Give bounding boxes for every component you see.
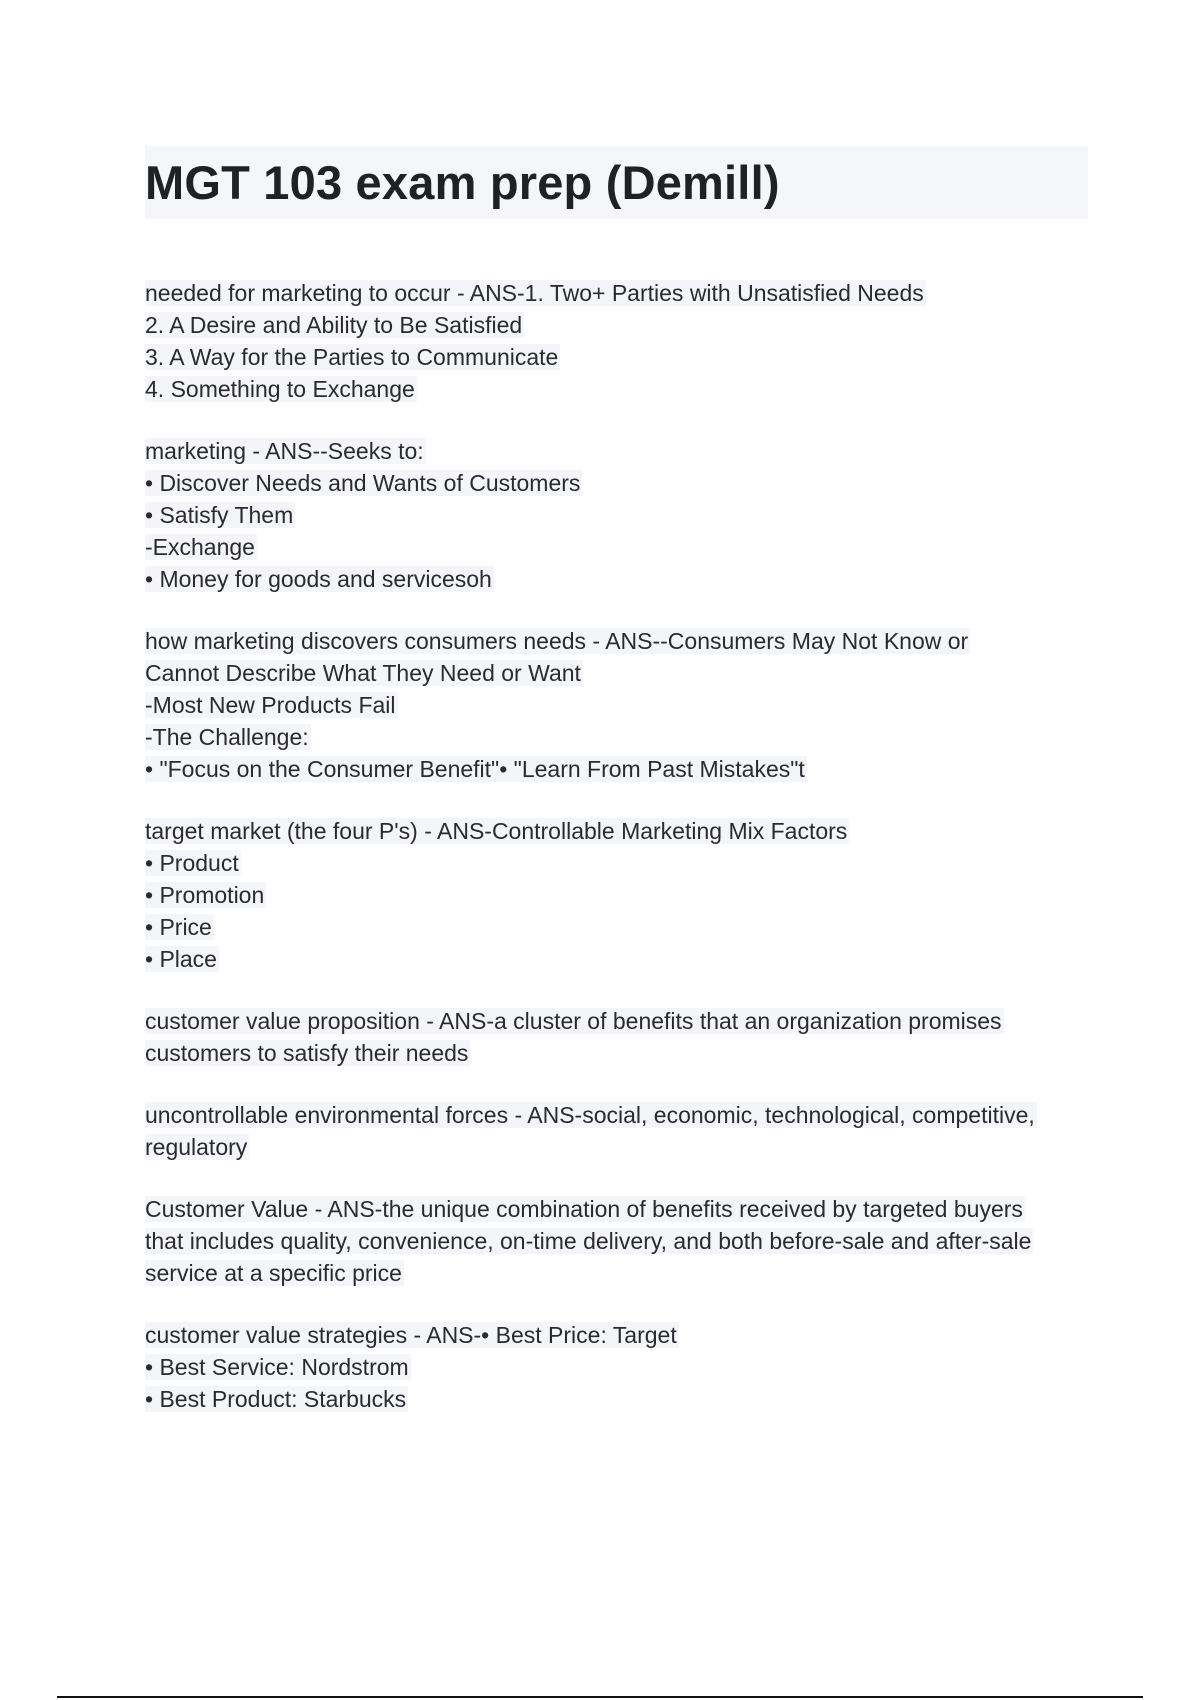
entry-line: that includes quality, convenience, on-time delivery, and both before-sale and after-sale [145,1228,1032,1254]
flashcard-entry [145,625,1105,785]
entry-line: customer value strategies - ANS-• Best Price: Target [145,1322,677,1348]
flashcard-list [145,277,1105,1445]
flashcard-entry [145,1099,1105,1163]
entry-line: • Best Product: Starbucks [145,1386,407,1412]
entry-line: -Most New Products Fail [145,692,396,718]
entry-line: • Satisfy Them [145,502,294,528]
entry-line: customers to satisfy their needs [145,1040,469,1066]
flashcard-entry [145,1319,1105,1415]
entry-line: 3. A Way for the Parties to Communicate [145,344,559,370]
entry-line: Customer Value - ANS-the unique combination of benefits received by targeted buyers [145,1196,1023,1222]
entry-line: • Discover Needs and Wants of Customers [145,470,581,496]
flashcard-entry [145,277,1105,405]
flashcard-entry [145,1193,1105,1289]
entry-line: -The Challenge: [145,724,309,750]
entry-line: Cannot Describe What They Need or Want [145,660,581,686]
entry-line: • Best Service: Nordstrom [145,1354,409,1380]
flashcard-entry [145,1005,1105,1069]
entry-line: • Product [145,850,239,876]
footer-divider [57,1696,1143,1698]
entry-line: needed for marketing to occur - ANS-1. Two+ Parties with Unsatisfied Needs [145,280,924,306]
entry-line: 2. A Desire and Ability to Be Satisfied [145,312,523,338]
entry-line: service at a specific price [145,1260,402,1286]
entry-line: marketing - ANS--Seeks to: [145,438,424,464]
flashcard-entry [145,815,1105,975]
entry-line: • Price [145,914,212,940]
entry-line: -Exchange [145,534,255,560]
entry-line: • Place [145,946,217,972]
entry-line: regulatory [145,1134,248,1160]
document-title: MGT 103 exam prep (Demill) [145,156,780,209]
entry-line: customer value proposition - ANS-a cluster of benefits that an organization promises [145,1008,1002,1034]
entry-line: • "Focus on the Consumer Benefit"• "Learn From Past Mistakes"t [145,756,805,782]
flashcard-entry [145,435,1105,595]
entry-line: how marketing discovers consumers needs - ANS--Consumers May Not Know or [145,628,969,654]
entry-line: uncontrollable environmental forces - ANS-social, economic, technological, competitive, [145,1102,1035,1128]
entry-line: • Promotion [145,882,265,908]
entry-line: target market (the four P's) - ANS-Controllable Marketing Mix Factors [145,818,848,844]
entry-line: 4. Something to Exchange [145,376,415,402]
entry-line: • Money for goods and servicesoh [145,566,492,592]
